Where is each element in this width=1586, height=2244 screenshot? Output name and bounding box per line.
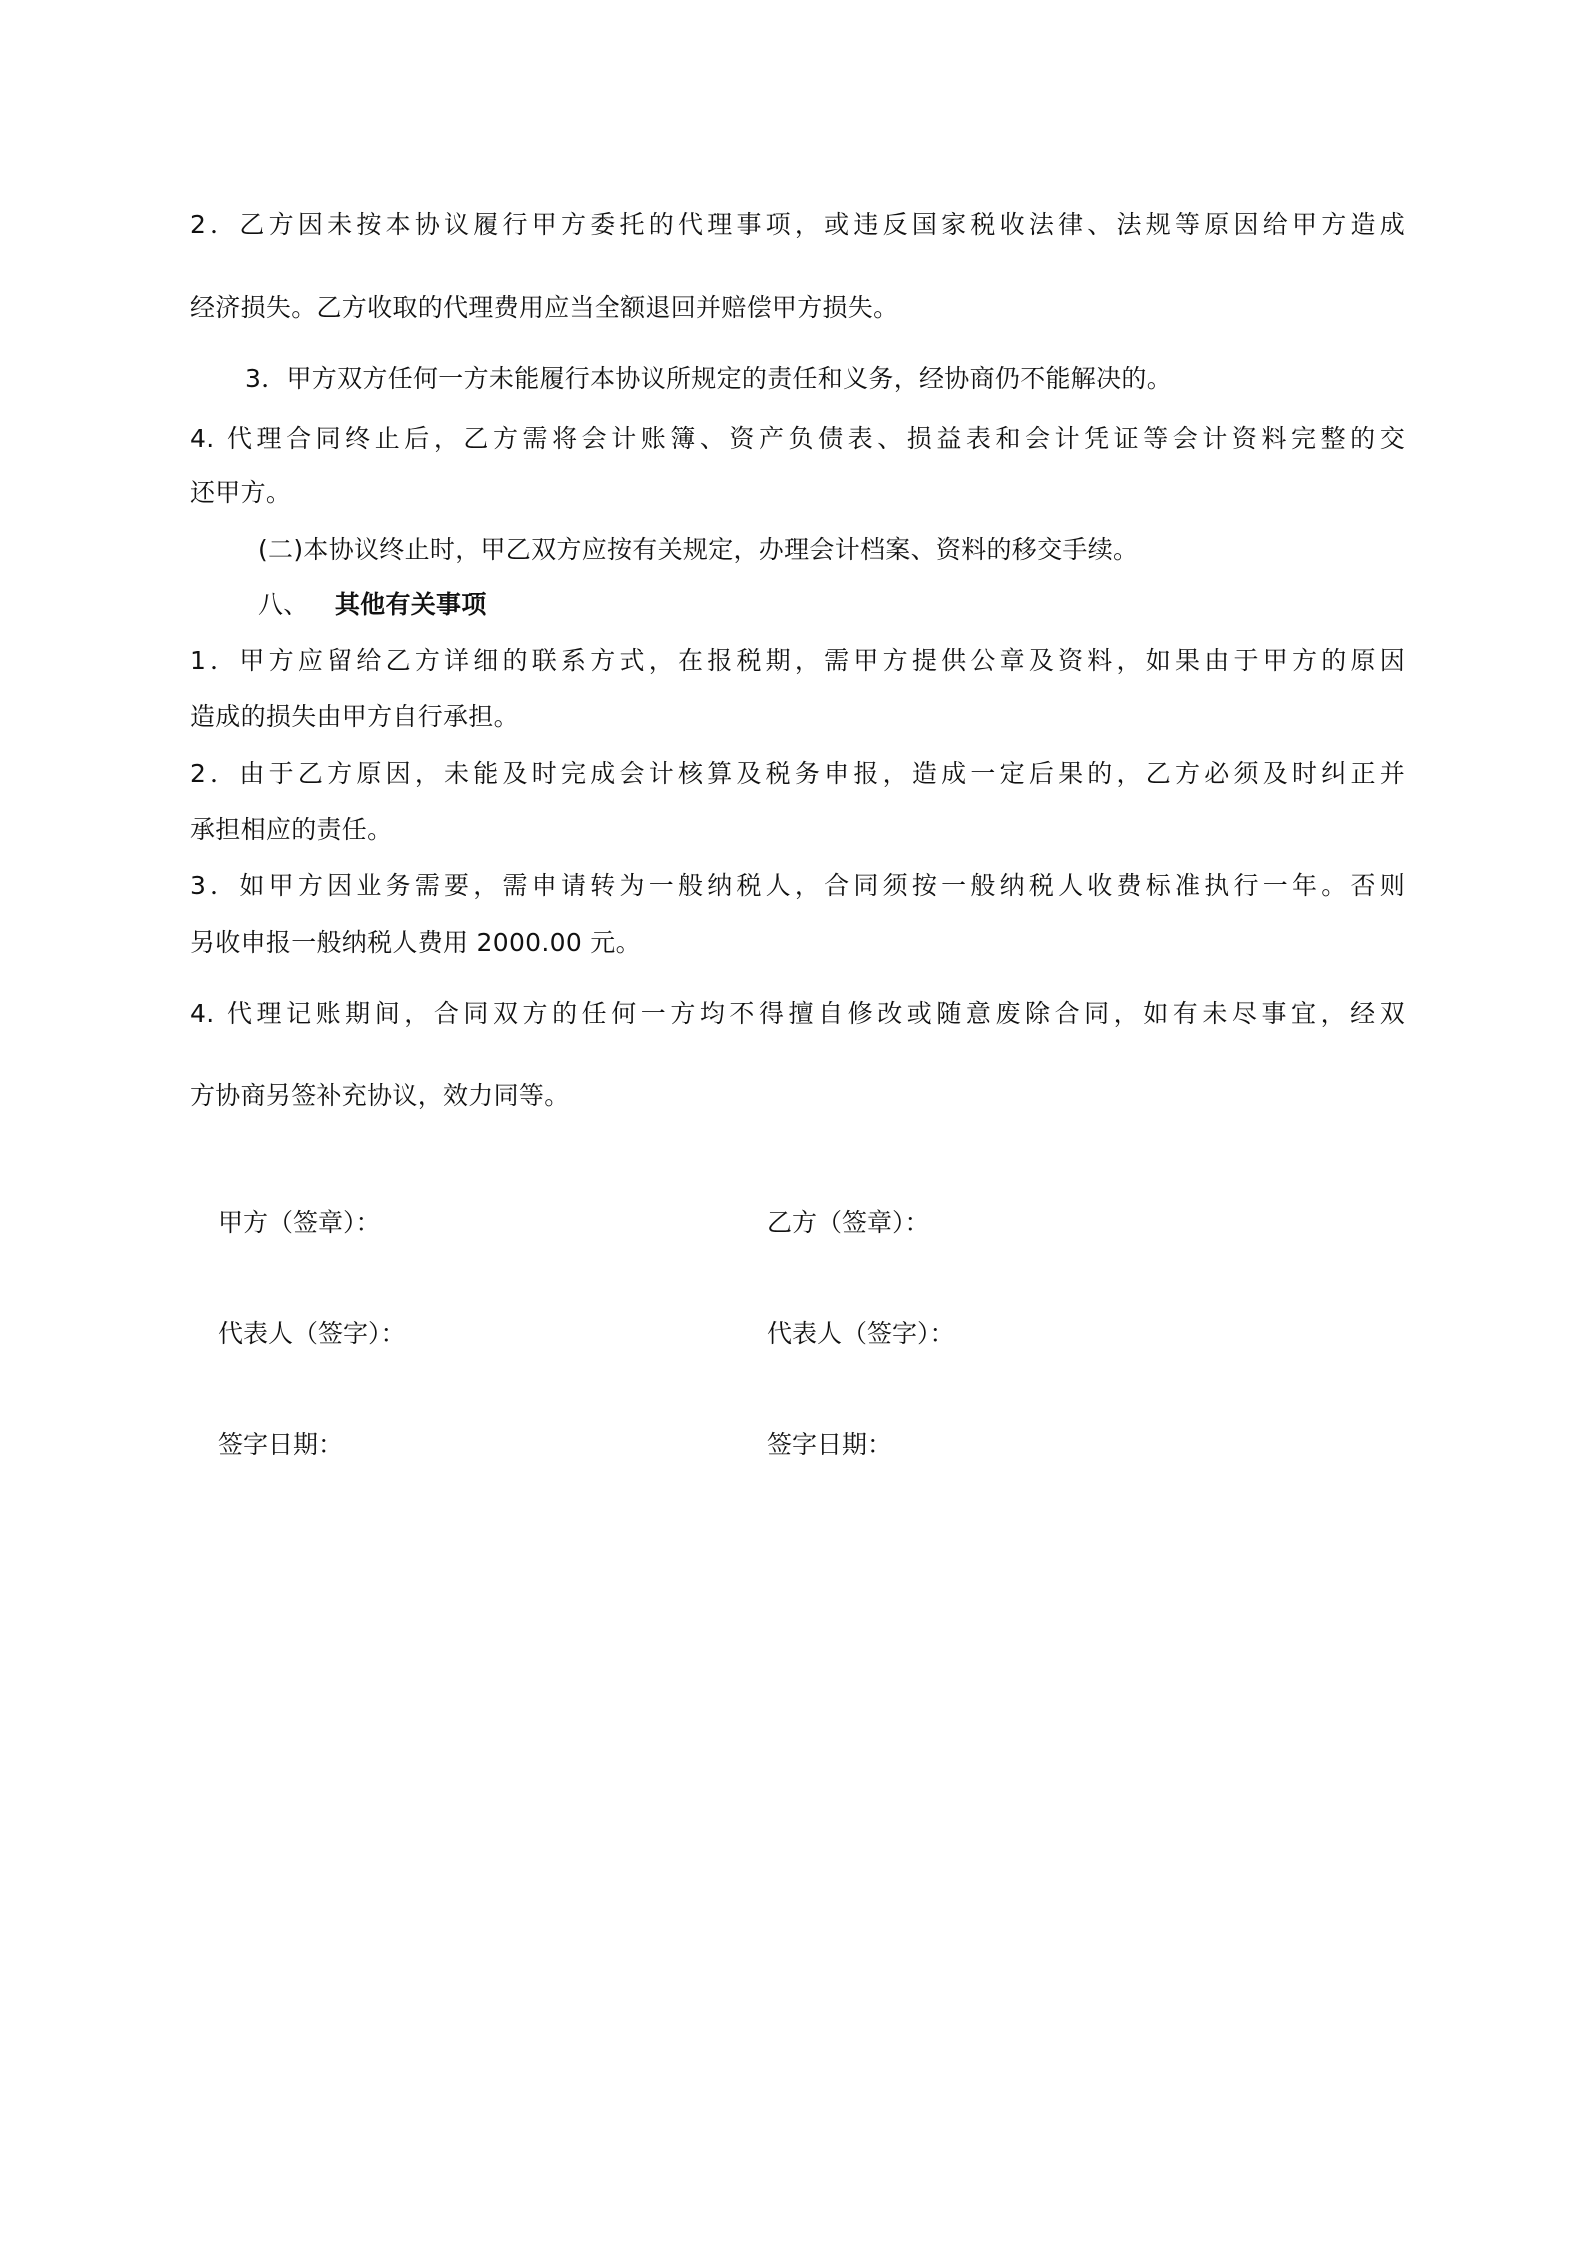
party-a-seal-label: 甲方（签章）：: [218, 1208, 381, 1237]
paragraph-line: 另收申报一般纳税人费用 2000.00 元。: [190, 928, 641, 957]
section-title: 其他有关事项: [334, 590, 487, 619]
section-heading: [258, 589, 487, 621]
party-a-representative-label: 代表人（签字）：: [218, 1319, 406, 1348]
party-b-seal-label: 乙方（签章）：: [767, 1208, 930, 1237]
paragraph-line: 还甲方。: [190, 478, 292, 507]
section-number: 八、: [258, 590, 309, 619]
paragraph-line: 2．由于乙方原因，未能及时完成会计核算及税务申报，造成一定后果的，乙方必须及时纠正并: [190, 759, 1405, 788]
party-a-date-label: 签字日期：: [218, 1430, 344, 1459]
paragraph-line: 方协商另签补充协议，效力同等。: [190, 1081, 570, 1110]
paragraph-line: 4. 代理记账期间，合同双方的任何一方均不得擅自修改或随意废除合同，如有未尽事宜，经双: [190, 999, 1405, 1028]
party-b-date-label: 签字日期：: [767, 1430, 893, 1459]
paragraph-line: 3．如甲方因业务需要，需申请转为一般纳税人，合同须按一般纳税人收费标准执行一年。否则: [190, 871, 1405, 900]
paragraph-line: 3．甲方双方任何一方未能履行本协议所规定的责任和义务，经协商仍不能解决的。: [245, 364, 1173, 393]
paragraph-line: 承担相应的责任。: [190, 815, 393, 844]
paragraph-line: (二)本协议终止时，甲乙双方应按有关规定，办理会计档案、资料的移交手续。: [258, 535, 1139, 564]
paragraph-line: 2．乙方因未按本协议履行甲方委托的代理事项，或违反国家税收法律、法规等原因给甲方造成: [190, 210, 1405, 239]
party-b-representative-label: 代表人（签字）：: [767, 1319, 955, 1348]
paragraph-line: 造成的损失由甲方自行承担。: [190, 702, 519, 731]
paragraph-line: 4. 代理合同终止后，乙方需将会计账簿、资产负债表、损益表和会计凭证等会计资料完整的交: [190, 424, 1405, 453]
paragraph-line: 经济损失。乙方收取的代理费用应当全额退回并赔偿甲方损失。: [190, 293, 899, 322]
paragraph-line: 1．甲方应留给乙方详细的联系方式，在报税期，需甲方提供公章及资料，如果由于甲方的原因: [190, 646, 1405, 675]
